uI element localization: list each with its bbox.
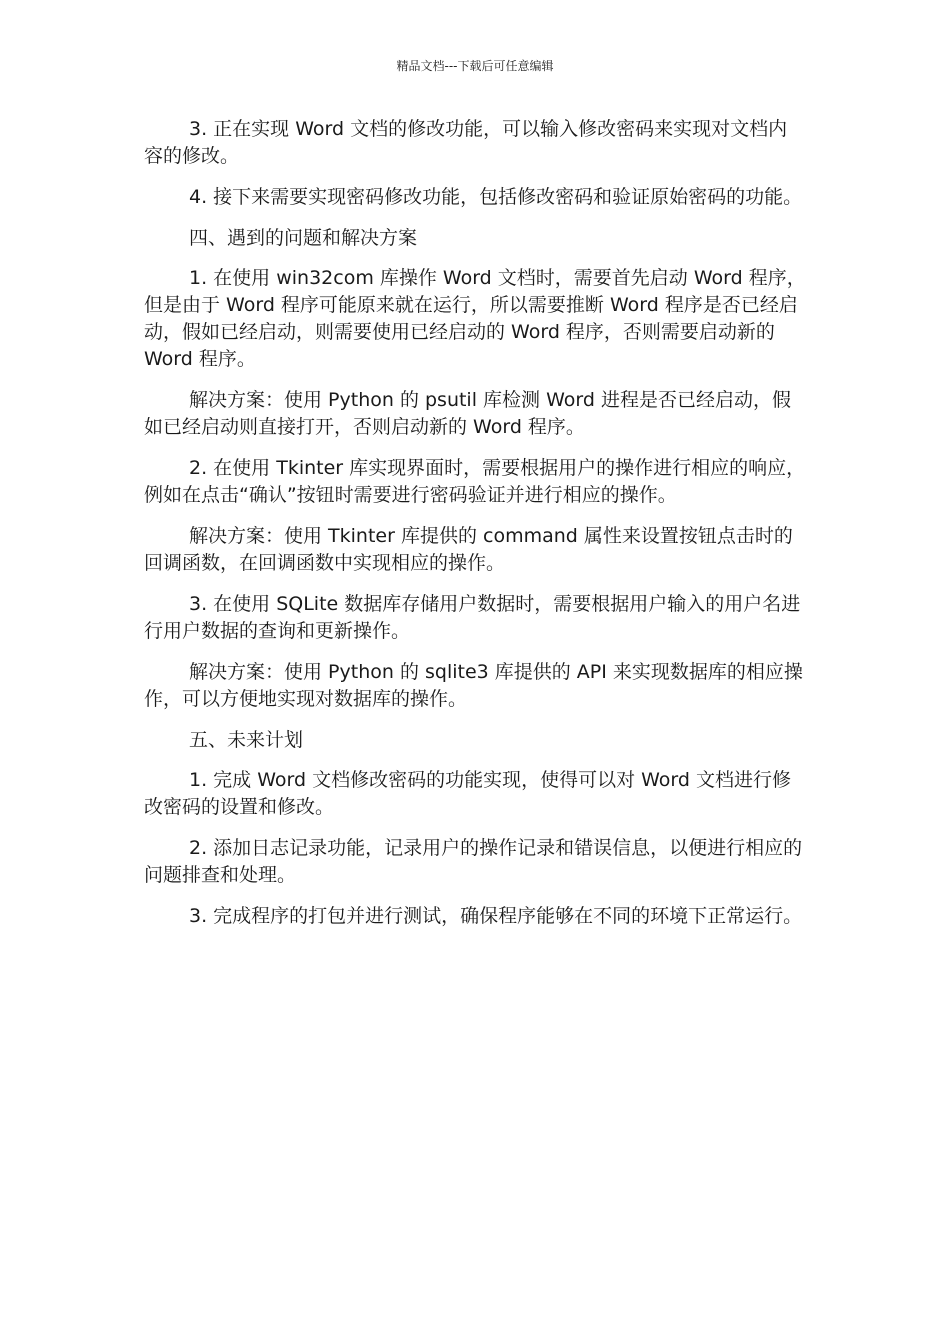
paragraph-problem-2: 2. 在使用 Tkinter 库实现界面时，需要根据用户的操作进行相应的响应，例如在点击“确认”按钮时需要进行密码验证并进行相应的操作。 [144,457,806,506]
paragraph-progress-3: 3. 正在实现 Word 文档的修改功能，可以输入修改密码来实现对文档内容的修改。 [144,118,788,167]
paragraph-plan-3: 3. 完成程序的打包并进行测试，确保程序能够在不同的环境下正常运行。 [189,905,803,927]
section-heading-future: 五、未来计划 [189,729,304,751]
paragraph-solution-3: 解决方案：使用 Python 的 sqlite3 库提供的 API 来实现数据库的相应操作，可以方便地实现对数据库的操作。 [144,661,803,710]
page-header: 精品文档---下载后可任意编辑 [396,59,554,73]
paragraph-problem-3: 3. 在使用 SQLite 数据库存储用户数据时，需要根据用户输入的用户名进行用户数据的查询和更新操作。 [144,593,801,642]
paragraph-plan-2: 2. 添加日志记录功能，记录用户的操作记录和错误信息，以便进行相应的问题排查和处理。 [144,837,803,886]
paragraph-progress-4: 4. 接下来需要实现密码修改功能，包括修改密码和验证原始密码的功能。 [189,186,803,208]
paragraph-problem-1: 1. 在使用 win32com 库操作 Word 文档时，需要首先启动 Word 程序，但是由于 Word 程序可能原来就在运行，所以需要推断 Word 程序是否已经启动，假如已经启动，则需要使用已经启动的 Word 程序，否则需要启动新的 Word 程序。 [144,267,806,370]
paragraph-solution-2: 解决方案：使用 Tkinter 库提供的 command 属性来设置按钮点击时的回调函数，在回调函数中实现相应的操作。 [144,525,793,574]
paragraph-solution-1: 解决方案：使用 Python 的 psutil 库检测 Word 进程是否已经启动，假如已经启动则直接打开，否则启动新的 Word 程序。 [144,389,791,438]
document-body [144,116,806,944]
paragraph-plan-1: 1. 完成 Word 文档修改密码的功能实现，使得可以对 Word 文档进行修改密码的设置和修改。 [144,769,791,818]
section-heading-problems: 四、遇到的问题和解决方案 [189,227,418,249]
